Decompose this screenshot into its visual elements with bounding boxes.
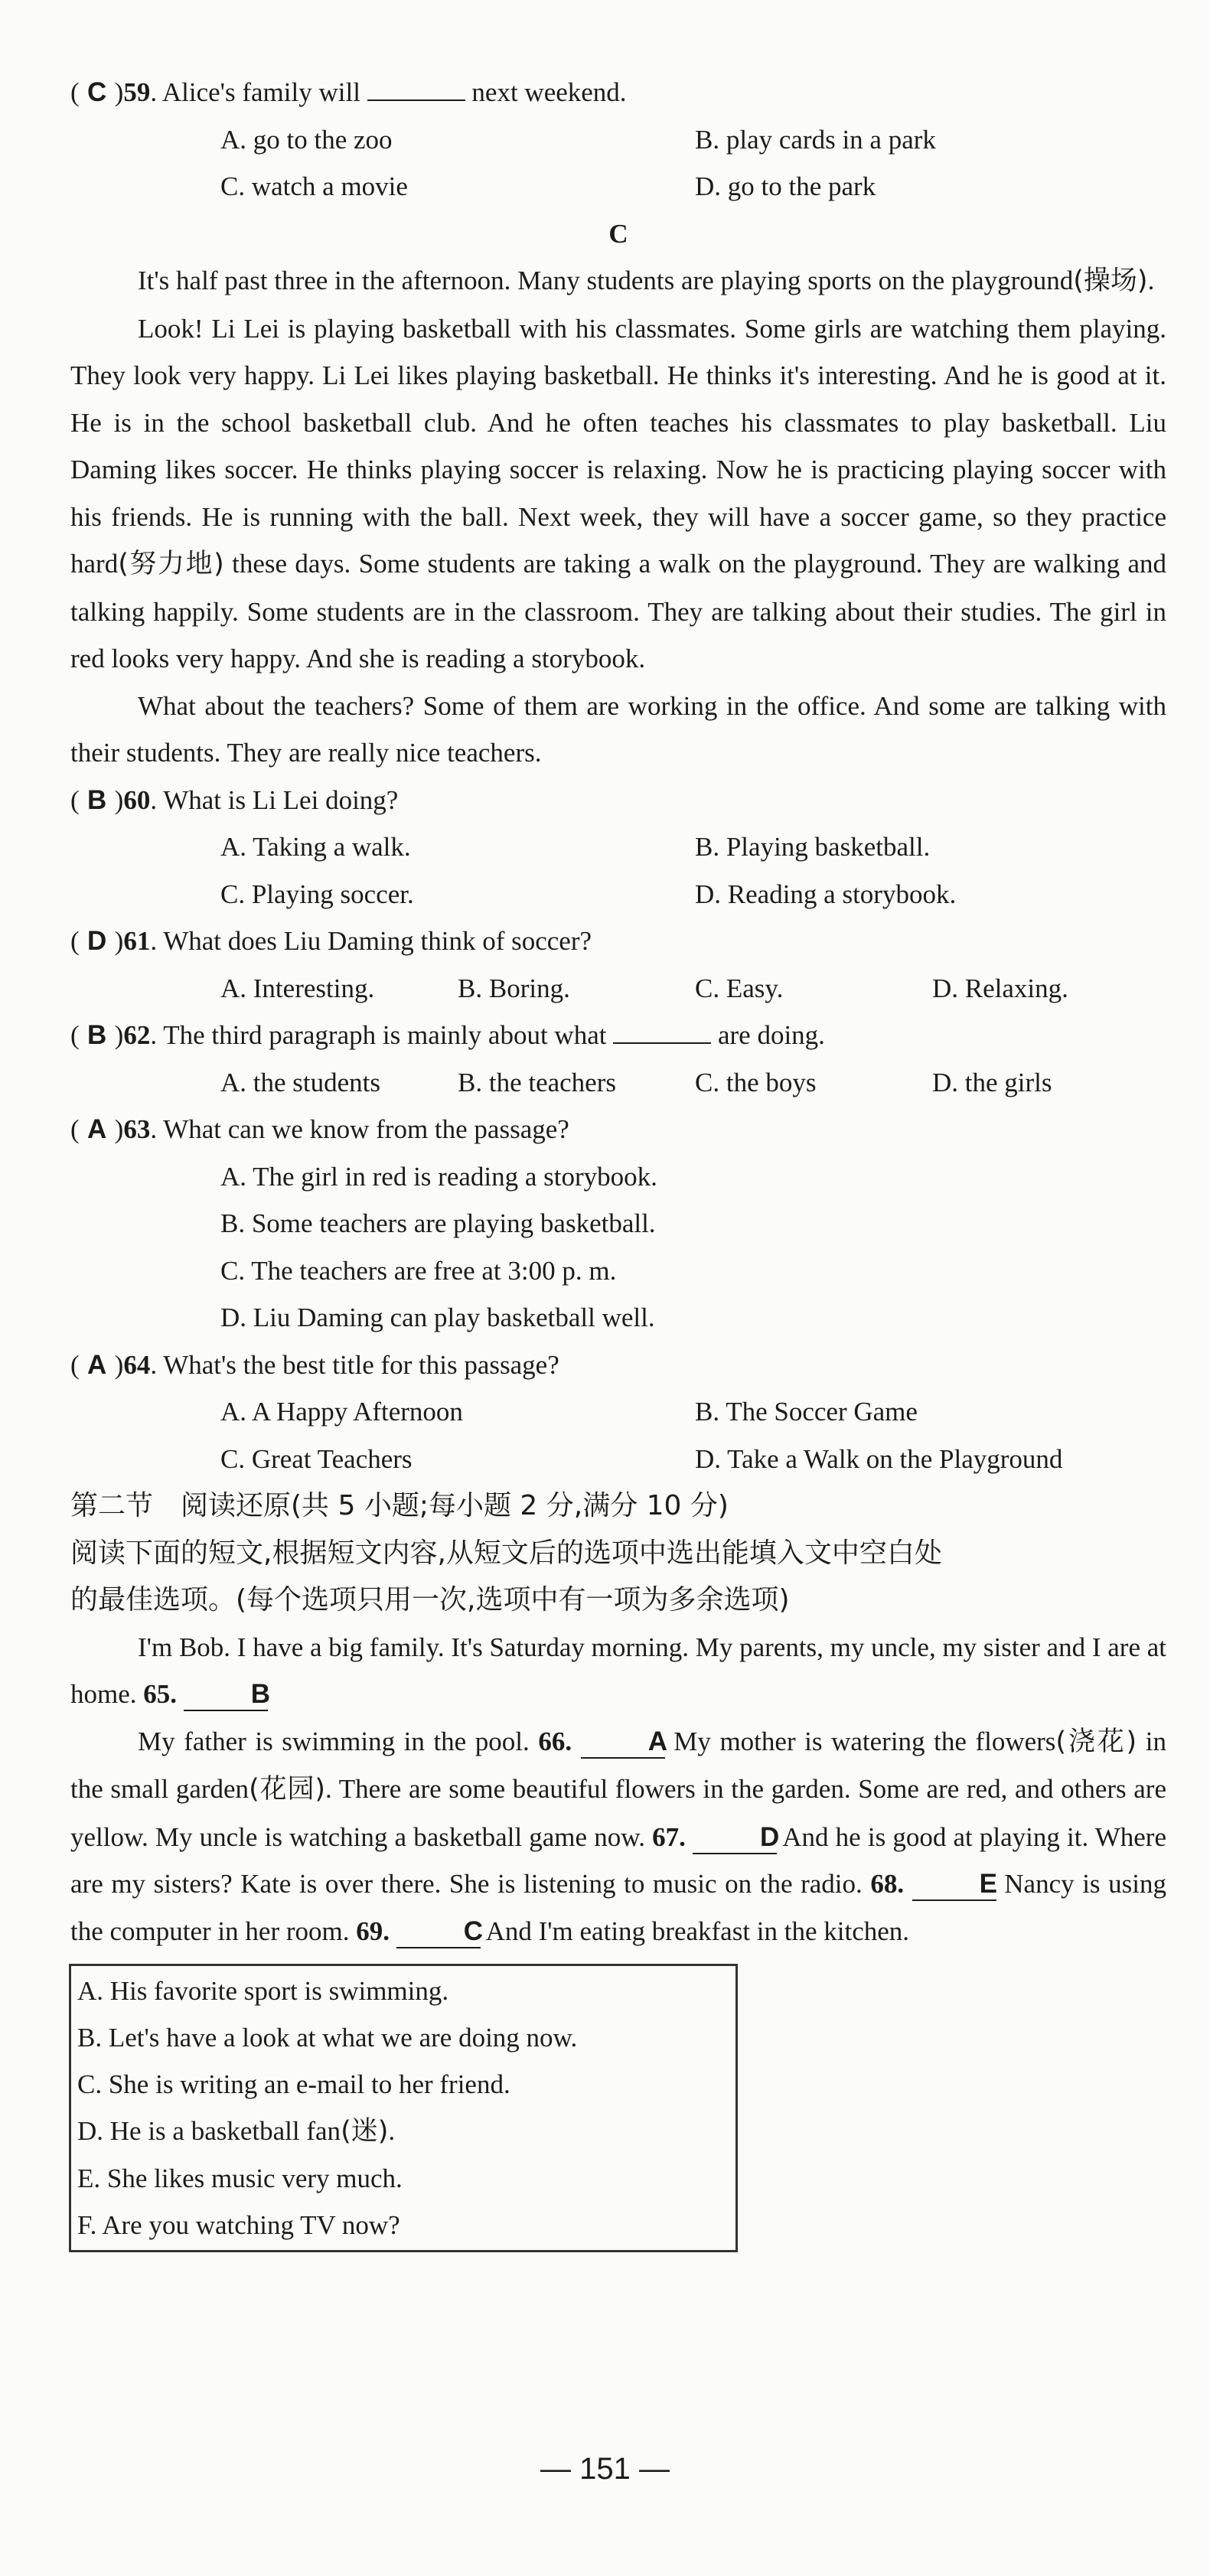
passage-paragraph: My father is swimming in the pool. 66. A My mother is watering the flowers(浇花) in the small garden(花园). There are some beautiful flowers in the garden. Some are red, and others are yellow. My uncle is watching a basketball game now. 67. D And he is good at playing it. Where are my sisters? Kate is over there. She is listening to music on the radio. 68. E Nancy is using the computer in her room. 69. C And I'm eating breakfast in the kitchen.: [70, 1718, 1166, 1955]
option: D. go to the park: [695, 171, 876, 201]
option: D. Liu Daming can play basketball well.: [220, 1303, 655, 1332]
option: D. the girls: [932, 1067, 1052, 1097]
question-61: ( D )61. What does Liu Daming think of soccer?: [70, 918, 1166, 965]
section-two-instruction: 阅读下面的短文,根据短文内容,从短文后的选项中选出能填入文中空白处: [70, 1537, 942, 1569]
question-text: What can we know from the passage?: [163, 1114, 569, 1144]
answer-66: A: [581, 1727, 665, 1759]
option: C. Playing soccer.: [220, 879, 414, 909]
option: B. Playing basketball.: [695, 832, 931, 862]
option: A. A Happy Afternoon: [220, 1397, 463, 1427]
answer-63: A: [87, 1114, 107, 1144]
question-text: What's the best title for this passage?: [163, 1349, 559, 1380]
question-60: ( B )60. What is Li Lei doing?: [70, 777, 1166, 824]
options-row: [70, 871, 1166, 918]
section-heading-c: C: [608, 218, 628, 249]
passage-paragraph: Look! Li Lei is playing basketball with his classmates. Some girls are watching them playing. They look very happy. Li Lei likes playing basketball. He thinks it's interesting. And he is good at it. He is in the school basketball club. And he often teaches his classmates to play basketball. Liu Daming likes soccer. He thinks playing soccer is relaxing. Now he is practicing playing soccer with his friends. He is running with the ball. Next week, they will have a soccer game, so they practice hard(努力地) these days. Some students are taking a walk on the playground. They are walking and talking happily. Some students are in the classroom. They are talking about their studies. The girl in red looks very happy. And she is reading a storybook.: [70, 313, 1166, 673]
box-option: E. She likes music very much.: [77, 2164, 403, 2193]
option: B. Boring.: [458, 973, 570, 1003]
passage-paragraph: I'm Bob. I have a big family. It's Saturday morning. My parents, my uncle, my sister and I are at home. 65. B: [70, 1624, 1166, 1718]
options-row: [70, 116, 1166, 164]
answer-68: E: [912, 1869, 996, 1901]
question-text: Alice's family will: [161, 77, 360, 107]
page-number: — 151 —: [540, 2452, 670, 2486]
box-option: C. She is writing an e-mail to her friend.: [77, 2069, 510, 2099]
option: A. go to the zoo: [220, 124, 393, 155]
question-text: What is Li Lei doing?: [163, 784, 399, 815]
options-row: [70, 163, 1166, 210]
box-option: F. Are you watching TV now?: [77, 2210, 400, 2240]
question-64: ( A )64. What's the best title for this passage?: [70, 1342, 1166, 1389]
option: C. Great Teachers: [220, 1443, 413, 1474]
passage-paragraph: It's half past three in the afternoon. Many students are playing sports on the playground(操场).: [138, 266, 1155, 296]
box-option: B. Let's have a look at what we are doing now.: [77, 2023, 578, 2053]
question-number: 59: [123, 77, 151, 107]
options-row: [70, 965, 1166, 1012]
answer-61: D: [87, 926, 107, 956]
answer-67: D: [693, 1822, 777, 1854]
options-row: [70, 1059, 1166, 1107]
options-row: [70, 823, 1166, 871]
box-option: A. His favorite sport is swimming.: [77, 1976, 449, 2006]
answer-blank: [613, 1019, 711, 1044]
answer-69: C: [396, 1916, 481, 1948]
question-text: The third paragraph is mainly about what: [163, 1020, 607, 1050]
option: B. Some teachers are playing basketball.: [220, 1208, 656, 1238]
answer-60: B: [87, 784, 107, 815]
answer-65: B: [184, 1679, 268, 1711]
option: C. the boys: [695, 1067, 817, 1097]
question-62: ( B )62. The third paragraph is mainly about what are doing.: [70, 1012, 1166, 1059]
option: D. Take a Walk on the Playground: [695, 1443, 1063, 1474]
options-box: [69, 1964, 738, 2252]
option: D. Reading a storybook.: [695, 879, 957, 909]
option: C. The teachers are free at 3:00 p. m.: [220, 1255, 617, 1286]
question-63: ( A )63. What can we know from the passage?: [70, 1106, 1166, 1153]
box-option: D. He is a basketball fan(迷).: [77, 2116, 396, 2147]
answer-59: C: [87, 77, 107, 107]
option: D. Relaxing.: [932, 973, 1068, 1003]
option: C. Easy.: [695, 973, 784, 1003]
question-text: What does Liu Daming think of soccer?: [163, 926, 592, 956]
option: B. The Soccer Game: [695, 1397, 918, 1427]
answer-62: B: [87, 1020, 107, 1050]
options-row: [70, 1388, 1166, 1436]
option: C. watch a movie: [220, 171, 408, 201]
option: A. the students: [220, 1067, 381, 1097]
option: A. Taking a walk.: [220, 832, 411, 862]
section-two-instruction: 的最佳选项。(每个选项只用一次,选项中有一项为多余选项): [70, 1584, 790, 1616]
options-row: [70, 1436, 1166, 1483]
answer-blank: [367, 77, 465, 101]
section-two-heading: 第二节 阅读还原(共 5 小题;每小题 2 分,满分 10 分): [70, 1490, 729, 1521]
answer-64: A: [87, 1349, 107, 1380]
worksheet-page: [70, 69, 1166, 2252]
question-59: ( C )59. Alice's family will next weekend.: [70, 69, 1166, 116]
option: B. play cards in a park: [695, 124, 936, 155]
option: B. the teachers: [458, 1067, 616, 1097]
option: A. Interesting.: [220, 973, 375, 1003]
option: A. The girl in red is reading a storybook.: [220, 1161, 657, 1192]
passage-paragraph: What about the teachers? Some of them are working in the office. And some are talking with their students. They are really nice teachers.: [70, 690, 1166, 768]
